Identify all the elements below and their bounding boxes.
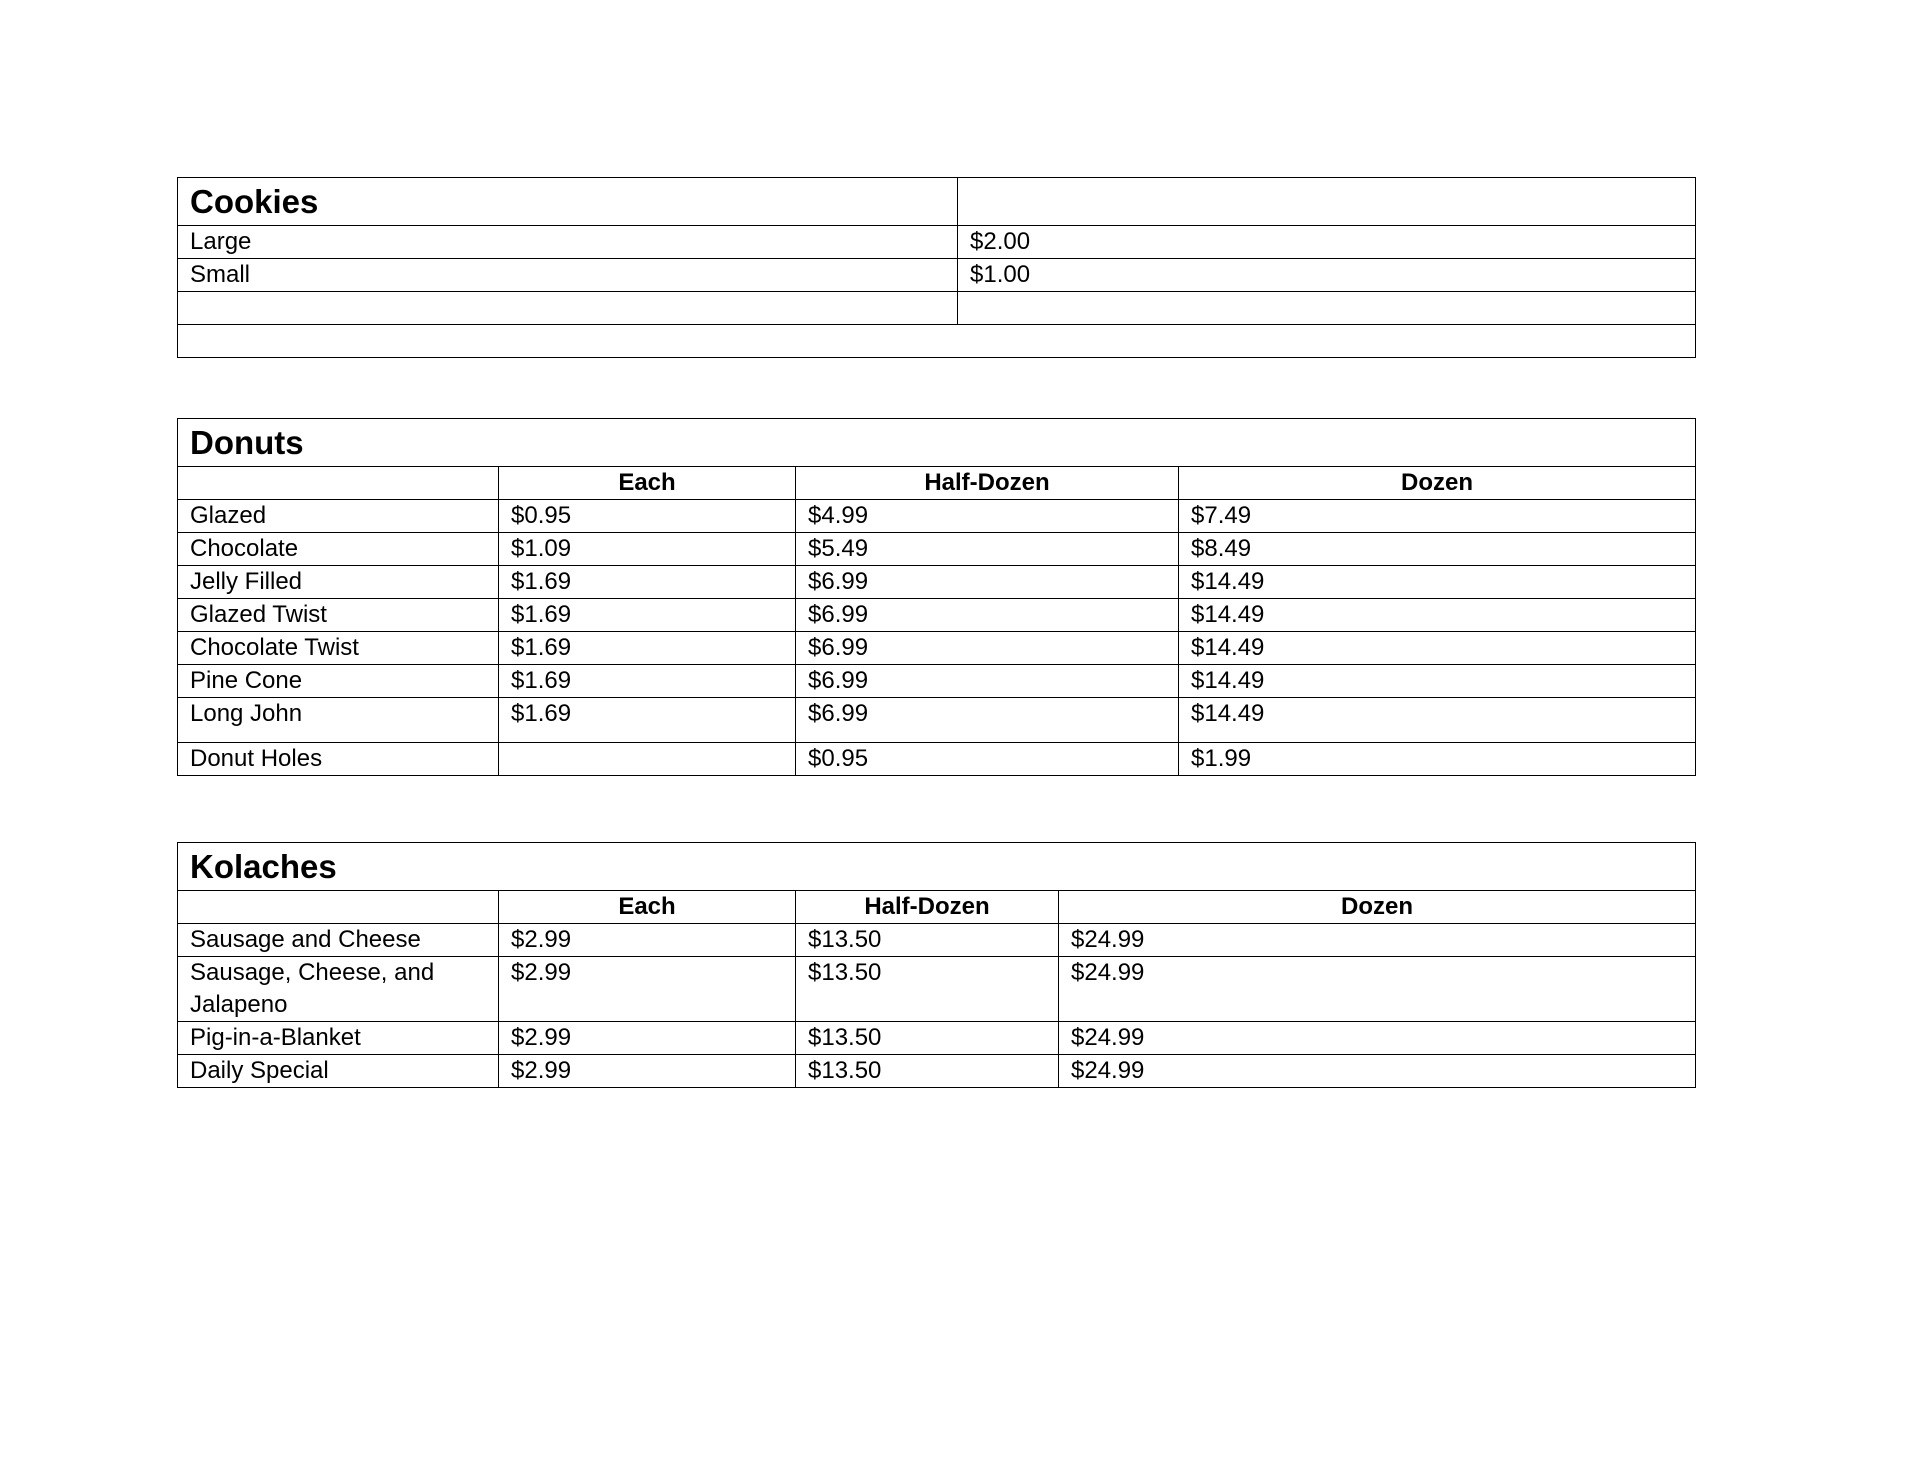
donut-each: $1.69	[499, 632, 796, 665]
donut-half-dozen: $5.49	[796, 533, 1179, 566]
header-dozen: Dozen	[1059, 891, 1696, 924]
table-row	[178, 566, 1696, 599]
table-row	[178, 924, 1696, 957]
kolache-name: Daily Special	[178, 1055, 499, 1088]
cookies-title-row	[178, 178, 1696, 226]
table-row	[178, 1055, 1696, 1088]
donut-dozen: $14.49	[1179, 632, 1696, 665]
donut-each	[499, 743, 796, 776]
kolache-each: $2.99	[499, 1022, 796, 1055]
empty-row	[178, 325, 1696, 358]
header-dozen: Dozen	[1179, 467, 1696, 500]
donut-half-dozen: $0.95	[796, 743, 1179, 776]
kolaches-title: Kolaches	[178, 843, 1696, 891]
table-row	[178, 500, 1696, 533]
donut-dozen: $14.49	[1179, 665, 1696, 698]
kolache-half-dozen: $13.50	[796, 1055, 1059, 1088]
header-empty-cell	[178, 891, 499, 924]
donut-half-dozen: $6.99	[796, 665, 1179, 698]
kolache-name: Pig-in-a-Blanket	[178, 1022, 499, 1055]
donut-half-dozen: $6.99	[796, 698, 1179, 743]
donut-name: Donut Holes	[178, 743, 499, 776]
table-row	[178, 599, 1696, 632]
donut-dozen: $7.49	[1179, 500, 1696, 533]
donut-name: Glazed Twist	[178, 599, 499, 632]
donuts-header-row	[178, 467, 1696, 500]
donut-each: $1.69	[499, 698, 796, 743]
donut-each: $1.09	[499, 533, 796, 566]
kolache-each: $2.99	[499, 957, 796, 1022]
table-row	[178, 743, 1696, 776]
table-row	[178, 632, 1696, 665]
table-row	[178, 259, 1696, 292]
donut-each: $1.69	[499, 566, 796, 599]
kolache-half-dozen: $13.50	[796, 924, 1059, 957]
donut-dozen: $14.49	[1179, 599, 1696, 632]
header-empty-cell	[178, 467, 499, 500]
table-row	[178, 957, 1696, 1022]
donut-half-dozen: $4.99	[796, 500, 1179, 533]
kolache-name: Sausage and Cheese	[178, 924, 499, 957]
cookies-title: Cookies	[178, 178, 958, 226]
kolaches-title-row	[178, 843, 1696, 891]
donuts-title-row	[178, 419, 1696, 467]
kolache-half-dozen: $13.50	[796, 1022, 1059, 1055]
cookie-name: Large	[178, 226, 958, 259]
donut-each: $1.69	[499, 665, 796, 698]
donut-name: Pine Cone	[178, 665, 499, 698]
donut-each: $1.69	[499, 599, 796, 632]
donut-half-dozen: $6.99	[796, 599, 1179, 632]
donut-half-dozen: $6.99	[796, 566, 1179, 599]
empty-cell	[958, 292, 1696, 325]
donut-name: Chocolate Twist	[178, 632, 499, 665]
kolache-half-dozen: $13.50	[796, 957, 1059, 1022]
header-half-dozen: Half-Dozen	[796, 891, 1059, 924]
kolache-each: $2.99	[499, 924, 796, 957]
kolache-dozen: $24.99	[1059, 924, 1696, 957]
table-row	[178, 698, 1696, 743]
empty-row	[178, 292, 1696, 325]
kolache-dozen: $24.99	[1059, 1055, 1696, 1088]
donuts-table	[177, 418, 1696, 776]
cookie-name: Small	[178, 259, 958, 292]
donut-name: Jelly Filled	[178, 566, 499, 599]
table-row	[178, 665, 1696, 698]
cookies-title-empty-cell	[958, 178, 1696, 226]
donut-half-dozen: $6.99	[796, 632, 1179, 665]
donut-dozen: $1.99	[1179, 743, 1696, 776]
donut-name: Chocolate	[178, 533, 499, 566]
cookie-price: $1.00	[958, 259, 1696, 292]
donut-name: Glazed	[178, 500, 499, 533]
table-row	[178, 1022, 1696, 1055]
kolache-dozen: $24.99	[1059, 957, 1696, 1022]
donut-each: $0.95	[499, 500, 796, 533]
donut-dozen: $14.49	[1179, 698, 1696, 743]
kolache-each: $2.99	[499, 1055, 796, 1088]
header-half-dozen: Half-Dozen	[796, 467, 1179, 500]
kolaches-header-row	[178, 891, 1696, 924]
kolache-name: Sausage, Cheese, and Jalapeno	[178, 957, 499, 1022]
table-row	[178, 533, 1696, 566]
kolaches-table	[177, 842, 1696, 1088]
cookie-price: $2.00	[958, 226, 1696, 259]
cookies-table	[177, 177, 1696, 358]
donut-dozen: $8.49	[1179, 533, 1696, 566]
table-row	[178, 226, 1696, 259]
donut-name: Long John	[178, 698, 499, 743]
header-each: Each	[499, 891, 796, 924]
donut-dozen: $14.49	[1179, 566, 1696, 599]
header-each: Each	[499, 467, 796, 500]
kolache-dozen: $24.99	[1059, 1022, 1696, 1055]
empty-cell	[178, 325, 1696, 358]
empty-cell	[178, 292, 958, 325]
donuts-title: Donuts	[178, 419, 1696, 467]
